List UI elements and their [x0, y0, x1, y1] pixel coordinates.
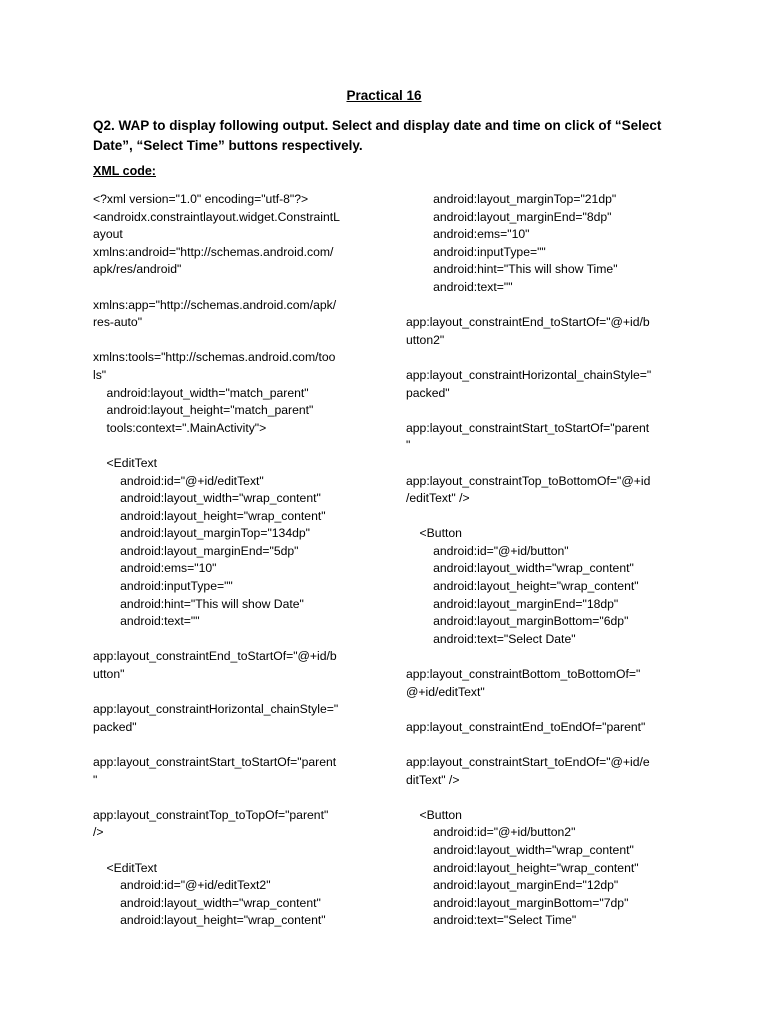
code-line	[406, 736, 706, 754]
code-line: <?xml version="1.0" encoding="utf-8"?>	[93, 192, 309, 206]
code-line: "	[406, 438, 411, 453]
code-line: app:layout_constraintEnd_toEndOf="parent"	[406, 719, 646, 734]
code-line: android:id="@+id/button"	[406, 543, 569, 558]
code-line: android:hint="This will show Date"	[93, 596, 304, 611]
code-line: android:layout_marginEnd="12dp"	[406, 878, 619, 893]
code-line	[406, 701, 706, 719]
code-line: android:layout_marginTop="134dp"	[93, 526, 310, 541]
code-line: res-auto"	[93, 315, 143, 330]
code-line: app:layout_constraintHorizontal_chainStyle="	[406, 367, 652, 382]
code-line: "	[93, 772, 98, 787]
code-line: apk/res/android"	[93, 262, 182, 277]
code-line: android:layout_width="match_parent"	[93, 385, 309, 400]
code-line	[93, 279, 393, 297]
code-line: android:layout_width="wrap_content"	[406, 842, 634, 857]
code-line: android:layout_height="wrap_content"	[93, 508, 326, 523]
code-line: app:layout_constraintStart_toStartOf="parent	[93, 755, 337, 769]
code-column-left	[93, 191, 393, 930]
code-line: android:text="Select Time"	[406, 913, 577, 928]
code-line: <Button	[406, 807, 462, 822]
xml-code-heading: XML code:	[93, 164, 156, 178]
code-line: packed"	[406, 385, 450, 400]
code-line: <androidx.constraintlayout.widget.ConstraintL	[93, 209, 340, 224]
code-line: android:layout_marginEnd="5dp"	[93, 543, 299, 558]
code-line: android:layout_marginBottom="7dp"	[406, 895, 629, 910]
code-line	[406, 455, 706, 473]
code-line	[93, 684, 393, 702]
code-line: android:layout_width="wrap_content"	[406, 561, 634, 576]
code-line: android:id="@+id/button2"	[406, 825, 576, 840]
code-line: app:layout_constraintTop_toTopOf="parent"	[93, 807, 329, 822]
code-line: xmlns:android="http://schemas.android.com/	[93, 244, 334, 259]
code-line	[93, 789, 393, 807]
code-line	[406, 648, 706, 666]
code-line: android:layout_marginTop="21dp"	[406, 192, 617, 206]
code-line: app:layout_constraintHorizontal_chainStyle="	[93, 702, 339, 717]
code-line: android:text=""	[93, 614, 200, 629]
code-column-right	[406, 191, 706, 930]
code-line: android:layout_height="wrap_content"	[406, 579, 639, 594]
code-line	[406, 402, 706, 420]
code-line: ditText" />	[406, 772, 460, 787]
code-line	[93, 437, 393, 455]
code-line: <Button	[406, 526, 462, 541]
question-text: Q2. WAP to display following output. Select and display date and time on click of “Select Date”, “Select Time” buttons respectively.	[93, 118, 662, 153]
code-line: app:layout_constraintStart_toStartOf="parent	[406, 420, 650, 435]
code-line: android:layout_height="match_parent"	[93, 403, 314, 418]
code-line: xmlns:app="http://schemas.android.com/apk/	[93, 297, 337, 312]
code-line: android:layout_marginBottom="6dp"	[406, 614, 629, 629]
code-line: utton"	[93, 667, 125, 682]
code-line: <EditText	[93, 860, 158, 875]
code-line: /editText" />	[406, 491, 470, 506]
code-line: android:layout_width="wrap_content"	[93, 491, 321, 506]
code-line: android:layout_height="wrap_content"	[93, 913, 326, 928]
code-line	[406, 789, 706, 807]
code-line: ayout	[93, 227, 123, 242]
code-line: ls"	[93, 367, 107, 382]
code-line	[93, 332, 393, 350]
code-line: utton2"	[406, 332, 445, 347]
code-line	[93, 736, 393, 754]
code-line: android:text="Select Date"	[406, 631, 576, 646]
page-title: Practical 16	[346, 88, 422, 103]
code-line: tools:context=".MainActivity">	[93, 420, 267, 435]
code-line: android:layout_marginEnd="8dp"	[406, 209, 612, 224]
code-line: app:layout_constraintEnd_toStartOf="@+id/b	[93, 649, 337, 664]
code-line	[406, 508, 706, 526]
code-line	[93, 842, 393, 860]
code-line	[93, 631, 393, 649]
code-line: xmlns:tools="http://schemas.android.com/too	[93, 350, 336, 365]
code-line: app:layout_constraintTop_toBottomOf="@+id	[406, 473, 651, 488]
code-line: android:ems="10"	[406, 227, 530, 242]
code-line: @+id/editText"	[406, 684, 485, 699]
code-line: android:id="@+id/editText2"	[93, 878, 271, 893]
code-line: android:inputType=""	[406, 244, 546, 259]
code-line: android:inputType=""	[93, 579, 233, 594]
code-line: app:layout_constraintEnd_toStartOf="@+id/b	[406, 315, 650, 330]
code-line: packed"	[93, 719, 137, 734]
code-line: android:hint="This will show Time"	[406, 262, 618, 277]
code-line	[406, 297, 706, 315]
code-line: android:layout_height="wrap_content"	[406, 860, 639, 875]
code-line	[406, 349, 706, 367]
code-line: android:ems="10"	[93, 561, 217, 576]
code-line: app:layout_constraintBottom_toBottomOf="	[406, 667, 641, 682]
code-line: android:layout_marginEnd="18dp"	[406, 596, 619, 611]
code-line: />	[93, 825, 104, 840]
code-line: android:id="@+id/editText"	[93, 473, 264, 488]
code-line: <EditText	[93, 455, 158, 470]
code-line: android:text=""	[406, 279, 513, 294]
code-line: app:layout_constraintStart_toEndOf="@+id/e	[406, 755, 650, 769]
code-line: android:layout_width="wrap_content"	[93, 895, 321, 910]
